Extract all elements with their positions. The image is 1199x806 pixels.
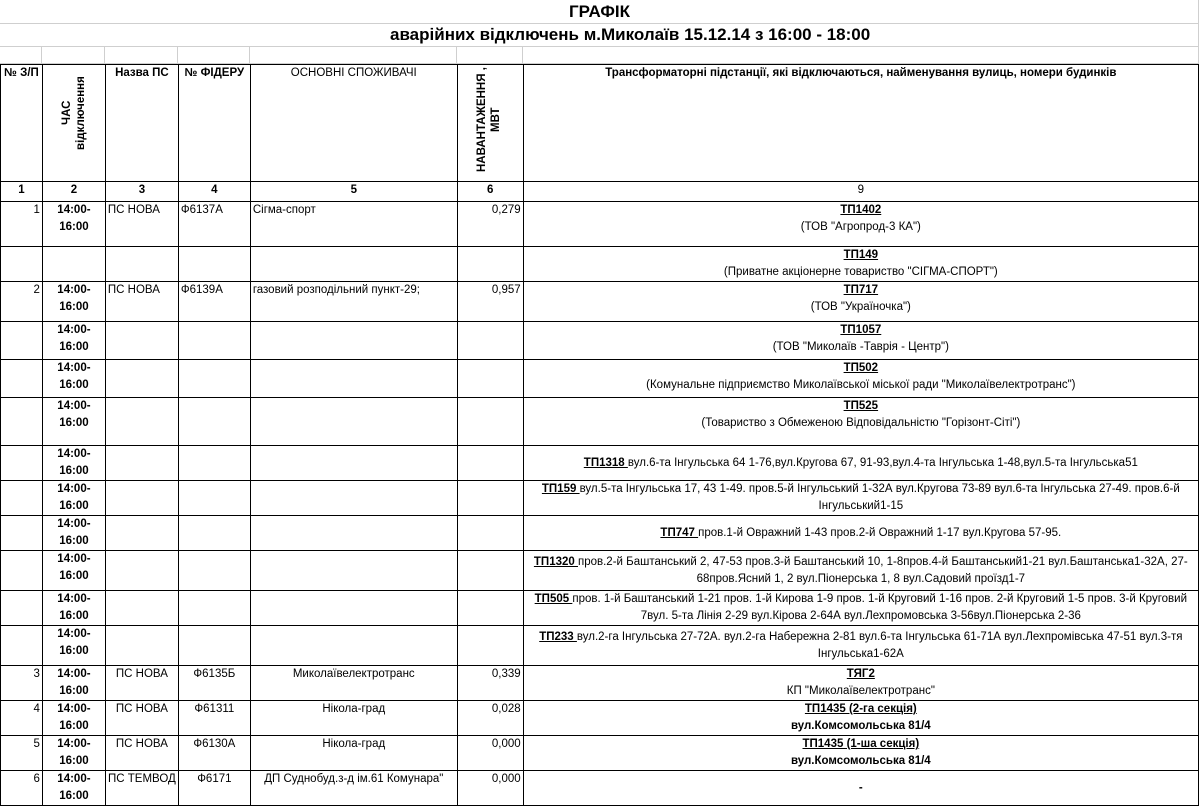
substation-code: ТП717: [843, 284, 879, 296]
row-ps: [105, 551, 178, 591]
substation-details: вул.6-та Інгульська 64 1-76,вул.Кругова 67, 91-93,вул.4-та Інгульська 1-48,вул.5-та Інгульська51: [627, 456, 1138, 469]
row-ps: ПС НОВА: [105, 666, 178, 701]
substation-details: вул.Комсомольська 81/4: [790, 720, 931, 732]
table-row: [1, 398, 1199, 446]
row-load: [457, 322, 523, 360]
row-substation: [523, 771, 1198, 806]
substation-code: ТП1057: [840, 324, 882, 336]
substation-details: пров. 1-й Баштанський 1-21 пров. 1-й Кирова 1-9 пров. 1-й Круговий 1-16 пров. 2-й Круговий 1-5 пров. 3-й Круговий 7вул. 5-та Лінія 2-29 вул.Кірова 2-64А вул.Лехпромовська 3-56вул.Піонерська 2-36: [572, 593, 1187, 622]
row-num: [1, 446, 43, 481]
row-consumer: Нікола-град: [250, 701, 457, 736]
colnum: 5: [250, 182, 457, 202]
substation-code: ТП502: [843, 362, 879, 374]
substation-details: (ТОВ "Україночка"): [810, 301, 911, 313]
substation-details: -: [858, 781, 863, 794]
row-ps: [105, 360, 178, 398]
row-load: [457, 481, 523, 516]
row-feeder: [178, 516, 250, 551]
substation-code: ТП505: [534, 593, 573, 605]
row-load: 0,000: [457, 736, 523, 771]
row-substation: [523, 247, 1198, 282]
row-load: 0,339: [457, 666, 523, 701]
table-row: [1, 360, 1199, 398]
row-substation: [523, 736, 1198, 771]
substation-code: ТП1320: [533, 555, 578, 568]
substation-code: ТП747: [660, 526, 699, 539]
row-ps: [105, 322, 178, 360]
substation-code: ТП233: [539, 630, 577, 643]
substation-code: ТП159: [541, 483, 580, 495]
substation-code: ТП1435 (1-ша секція): [802, 738, 920, 750]
row-ps: ПС НОВА: [105, 736, 178, 771]
header-row: [1, 65, 1199, 182]
row-consumer: [250, 398, 457, 446]
table-row: [1, 446, 1199, 481]
table-row: [1, 551, 1199, 591]
row-num: 1: [1, 202, 43, 247]
row-load: [457, 446, 523, 481]
colnum: 2: [42, 182, 105, 202]
row-num: [1, 626, 43, 666]
table-row: [1, 481, 1199, 516]
row-feeder: [178, 551, 250, 591]
row-ps: ПС НОВА: [105, 282, 178, 322]
row-feeder: Ф6139А: [178, 282, 250, 322]
row-consumer: [250, 446, 457, 481]
row-time: 14:00-16:00: [42, 666, 105, 701]
row-consumer: [250, 322, 457, 360]
row-feeder: Ф6135Б: [178, 666, 250, 701]
colnum: 9: [523, 182, 1198, 202]
row-substation: [523, 516, 1198, 551]
row-feeder: Ф6130А: [178, 736, 250, 771]
row-load: [457, 591, 523, 626]
row-load: [457, 626, 523, 666]
colnum: 1: [1, 182, 43, 202]
substation-code: ТП1435 (2-га секція): [804, 703, 917, 715]
row-substation: [523, 398, 1198, 446]
row-time: 14:00-16:00: [42, 736, 105, 771]
row-substation: [523, 481, 1198, 516]
row-feeder: [178, 591, 250, 626]
row-ps: ПС ТЕМВОД: [105, 771, 178, 806]
row-time: 14:00-16:00: [42, 282, 105, 322]
table-row: [1, 202, 1199, 247]
row-ps: [105, 481, 178, 516]
row-ps: [105, 626, 178, 666]
row-num: [1, 481, 43, 516]
substation-code: ТЯГ2: [846, 668, 875, 680]
row-load: 0,000: [457, 771, 523, 806]
row-time: 14:00-16:00: [42, 626, 105, 666]
row-feeder: [178, 247, 250, 282]
substation-details: вул.2-га Інгульська 27-72А. вул.2-га Набережна 2-81 вул.6-та Інгульська 61-71А вул.Лехпромівська 47-51 вул.3-тя Інгульська1-62А: [576, 630, 1183, 660]
table-row: [1, 666, 1199, 701]
header-num: № З/П: [1, 65, 43, 182]
row-consumer: [250, 591, 457, 626]
colnum: 4: [178, 182, 250, 202]
table-row: [1, 701, 1199, 736]
row-time: 14:00-16:00: [42, 771, 105, 806]
row-time: 14:00-16:00: [42, 591, 105, 626]
substation-code: ТП525: [843, 400, 879, 412]
row-time: 14:00-16:00: [42, 322, 105, 360]
row-ps: ПС НОВА: [105, 202, 178, 247]
row-load: [457, 247, 523, 282]
row-substation: [523, 591, 1198, 626]
row-substation: [523, 282, 1198, 322]
substation-code: ТП149: [843, 249, 879, 261]
row-feeder: Ф6137А: [178, 202, 250, 247]
row-num: [1, 551, 43, 591]
substation-code: ТП1402: [840, 204, 882, 216]
row-consumer: Нікола-град: [250, 736, 457, 771]
row-ps: [105, 591, 178, 626]
row-time: 14:00-16:00: [42, 551, 105, 591]
row-consumer: [250, 551, 457, 591]
row-consumer: [250, 626, 457, 666]
row-load: [457, 551, 523, 591]
row-substation: [523, 701, 1198, 736]
row-num: [1, 247, 43, 282]
outage-table: [0, 64, 1199, 806]
header-load: [457, 65, 523, 182]
row-feeder: [178, 322, 250, 360]
row-num: 4: [1, 701, 43, 736]
substation-details: вул.5-та Інгульська 17, 43 1-49. пров.5-й Інгульський 1-32А вул.Кругова 73-89 вул.6-та Інгульська 27-49. пров.6-й Інгульський1-15: [579, 483, 1180, 512]
row-feeder: [178, 626, 250, 666]
row-time: 14:00-16:00: [42, 446, 105, 481]
row-load: 0,957: [457, 282, 523, 322]
row-substation: [523, 446, 1198, 481]
colnum: 6: [457, 182, 523, 202]
row-substation: [523, 626, 1198, 666]
row-consumer: [250, 247, 457, 282]
substation-details: вул.Комсомольська 81/4: [790, 755, 931, 767]
header-substations: Трансформаторні підстанції, які відключаються, найменування вулиць, номери будинків: [523, 65, 1198, 182]
row-load: 0,279: [457, 202, 523, 247]
substation-details: (ТОВ "Миколаїв -Таврія - Центр"): [772, 341, 949, 353]
substation-code: ТП1318: [583, 456, 628, 469]
table-row: [1, 736, 1199, 771]
table-row: [1, 626, 1199, 666]
row-substation: [523, 666, 1198, 701]
row-substation: [523, 551, 1198, 591]
row-ps: [105, 516, 178, 551]
table-row: [1, 516, 1199, 551]
row-substation: [523, 360, 1198, 398]
table-row: [1, 282, 1199, 322]
row-time: 14:00-16:00: [42, 360, 105, 398]
row-consumer: [250, 516, 457, 551]
row-feeder: [178, 360, 250, 398]
substation-details: (ТОВ "Агропрод-3 КА"): [800, 221, 921, 233]
row-num: 6: [1, 771, 43, 806]
row-load: [457, 360, 523, 398]
row-consumer: [250, 481, 457, 516]
row-ps: [105, 398, 178, 446]
row-num: [1, 360, 43, 398]
row-feeder: [178, 481, 250, 516]
row-ps: [105, 446, 178, 481]
row-substation: [523, 202, 1198, 247]
table-row: [1, 771, 1199, 806]
row-time: [42, 247, 105, 282]
header-feeder: № ФІДЕРУ: [178, 65, 250, 182]
substation-details: (Товариство з Обмеженою Відповідальністю "Горізонт-Сіті"): [701, 417, 1021, 429]
row-consumer: [250, 360, 457, 398]
header-ps: Назва ПС: [105, 65, 178, 182]
column-number-row: [1, 182, 1199, 202]
substation-details: КП "Миколаївелектротранс": [786, 685, 935, 697]
row-num: [1, 322, 43, 360]
row-num: 2: [1, 282, 43, 322]
page-subtitle: [0, 24, 1199, 46]
row-time: 14:00-16:00: [42, 398, 105, 446]
header-load-text: НАВАНТАЖЕННЯ , МВТ: [476, 67, 503, 173]
row-ps: ПС НОВА: [105, 701, 178, 736]
subtitle-text: аварійних відключень м.Миколаїв 15.12.14 з 16:00 - 18:00: [390, 25, 871, 44]
table-row: [1, 247, 1199, 282]
row-time: 14:00-16:00: [42, 516, 105, 551]
substation-details: (Комунальне підприємство Миколаївської міської ради "Миколаївелектротранс"): [646, 379, 1076, 391]
row-load: [457, 398, 523, 446]
substation-details: пров.2-й Баштанський 2, 47-53 пров.3-й Баштанський 10, 1-8пров.4-й Баштанський1-21 вул.Баштанська1-32А, 27-68пров.Ясний 1, 2 вул.Піонерська 1, 8 вул.Садовий проїзд1-7: [577, 555, 1188, 585]
row-num: [1, 516, 43, 551]
row-ps: [105, 247, 178, 282]
page-title: ГРАФІК: [569, 2, 630, 21]
row-consumer: ДП Суднобуд.з-д ім.61 Комунара": [250, 771, 457, 806]
row-load: 0,028: [457, 701, 523, 736]
row-consumer: Сігма-спорт: [250, 202, 457, 247]
table-row: [1, 591, 1199, 626]
row-substation: [523, 322, 1198, 360]
row-feeder: [178, 398, 250, 446]
row-load: [457, 516, 523, 551]
row-time: 14:00-16:00: [42, 202, 105, 247]
colnum: 3: [105, 182, 178, 202]
row-feeder: Ф6171: [178, 771, 250, 806]
header-time-text: ЧАС відключення: [60, 76, 87, 150]
row-num: 5: [1, 736, 43, 771]
row-consumer: газовий розподільний пункт-29;: [250, 282, 457, 322]
substation-details: пров.1-й Овражний 1-43 пров.2-й Овражний 1-17 вул.Кругова 57-95.: [698, 526, 1062, 539]
row-num: [1, 591, 43, 626]
row-feeder: Ф61311: [178, 701, 250, 736]
header-time: [42, 65, 105, 182]
table-row: [1, 322, 1199, 360]
row-time: 14:00-16:00: [42, 481, 105, 516]
row-num: 3: [1, 666, 43, 701]
row-feeder: [178, 446, 250, 481]
row-num: [1, 398, 43, 446]
substation-details: (Приватне акціонерне товариство "СІГМА-СПОРТ"): [723, 266, 998, 278]
header-consumers: ОСНОВНІ СПОЖИВАЧІ: [250, 65, 457, 182]
row-consumer: Миколаївелектротранс: [250, 666, 457, 701]
row-time: 14:00-16:00: [42, 701, 105, 736]
